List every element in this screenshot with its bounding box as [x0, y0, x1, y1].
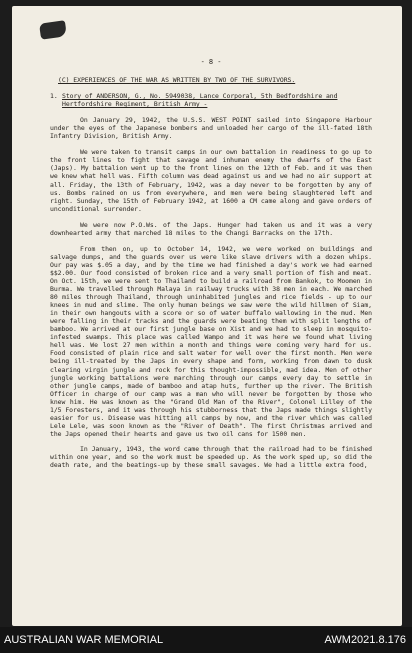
footer-institution: AUSTRALIAN WAR MEMORIAL: [4, 634, 164, 646]
section-heading: (C) EXPERIENCES OF THE WAR AS WRITTEN BY TWO OF THE SURVIVORS.: [58, 76, 296, 85]
footer-accession-number: AWM2021.8.176: [324, 634, 406, 646]
story-number: 1.: [50, 92, 58, 101]
story-title: Story of ANDERSON, G., No. 5949038, Lance Corporal, 5th Bedfordshire and Hertfordshire Regiment, British Army -: [62, 92, 338, 109]
paragraph-5: In January, 1943, the word came through that the railroad had to be finished within one year, and so the work must be speeded up. As the work sped up, so did the death rate, and the beatings-up by these small savages. We had a little extra food,: [50, 444, 372, 470]
paragraph-2: We were taken to transit camps in our own battalion in readiness to go up to the front lines to fight that savage and inhuman enemy the dwarfs of the East (Japs). My battalion went up to the front lines on the 12th of Feb. and it was then we knew what hell was. Fifth column was dead against us and we had no air support at all. Friday, the 13th of February, 1942, was a day never to be forgotten by any of us. Bombs rained on us from everywhere, and men were being slaughtered left and right. Sunday, the 15th of February 1942, at 1600 a CM came along and gave orders of unconditional surrender.: [50, 148, 372, 213]
binder-hole: [39, 20, 67, 39]
archive-footer: [0, 627, 412, 653]
page-number: - 8 -: [200, 58, 222, 66]
document-body: [50, 58, 372, 477]
paragraph-1: On January 29, 1942, the U.S.S. WEST POINT sailed into Singapore Harbour under the eyes of the Japanese bombers and unloaded her cargo of the ill-fated 18th Infantry Division, British Army.: [50, 116, 372, 141]
story-header: [50, 92, 372, 108]
paragraph-3: We were now P.O.Ws. of the Japs. Hunger had taken us and it was a very downhearted army that marched 18 miles to the Changi Barracks on the 17th.: [50, 220, 372, 237]
paragraph-4: From then on, up to October 14, 1942, we were worked on buildings and salvage dumps, and the guards over us were like slave drivers with a dozen whips. Our pay was $.05 a day, and by the time we had finished a day's work we had earned $$2.00. Our food consisted of broken rice and a very small portion of fish and meat. On Oct. 15th, we were sent to Thailand to build a railroad from Bankok, to Moomen in Burma. We travelled through Malaya in railway trucks with 38 men in each. We marched 80 miles through Thailand, through uninhabited jungles and rice fields - up to our knees in mud and slime. The only human beings we saw were the wild hillmen of Siam, in their own hangouts with a score or so of water buffalo wallowing in the mud. Men were falling in their tracks and the guards were beating them with split lengths of bamboo. We arrived at our first jungle base on Xist and we had to sleep in mosquito-infested swamps. This place was called Wampo and it was here we found what living hell was. We lost 27 men within a month and things were coming very hard for us. Food consisted of plain rice and salt water for well over the first month. Men were being ill-treated by the Japs in every shape and form, working from dawn to dusk clearing virgin jungle and rock for this thought-impossible, mad idea. Men of other jungle working battalions were marching through our camps every day to settle in other jungle camps, made of bamboo and atap huts, further up the river. The British Officer in charge of our camp was a man who will never be forgotten by those who knew him. He was known as the "Grand Old Man of the River", Colonel Lilley of the 1/5 Foresters, and it was through his stubborness that the Japs made things slightly easier for us. Disease was hitting all camps by now, and the river which was called Lele Lele, was soon known as the "River of Death". The first Christmas arrived and the Japs opened their hearts and gave us two oil cans for 1500 men.: [50, 244, 372, 438]
document-page: [12, 6, 402, 626]
